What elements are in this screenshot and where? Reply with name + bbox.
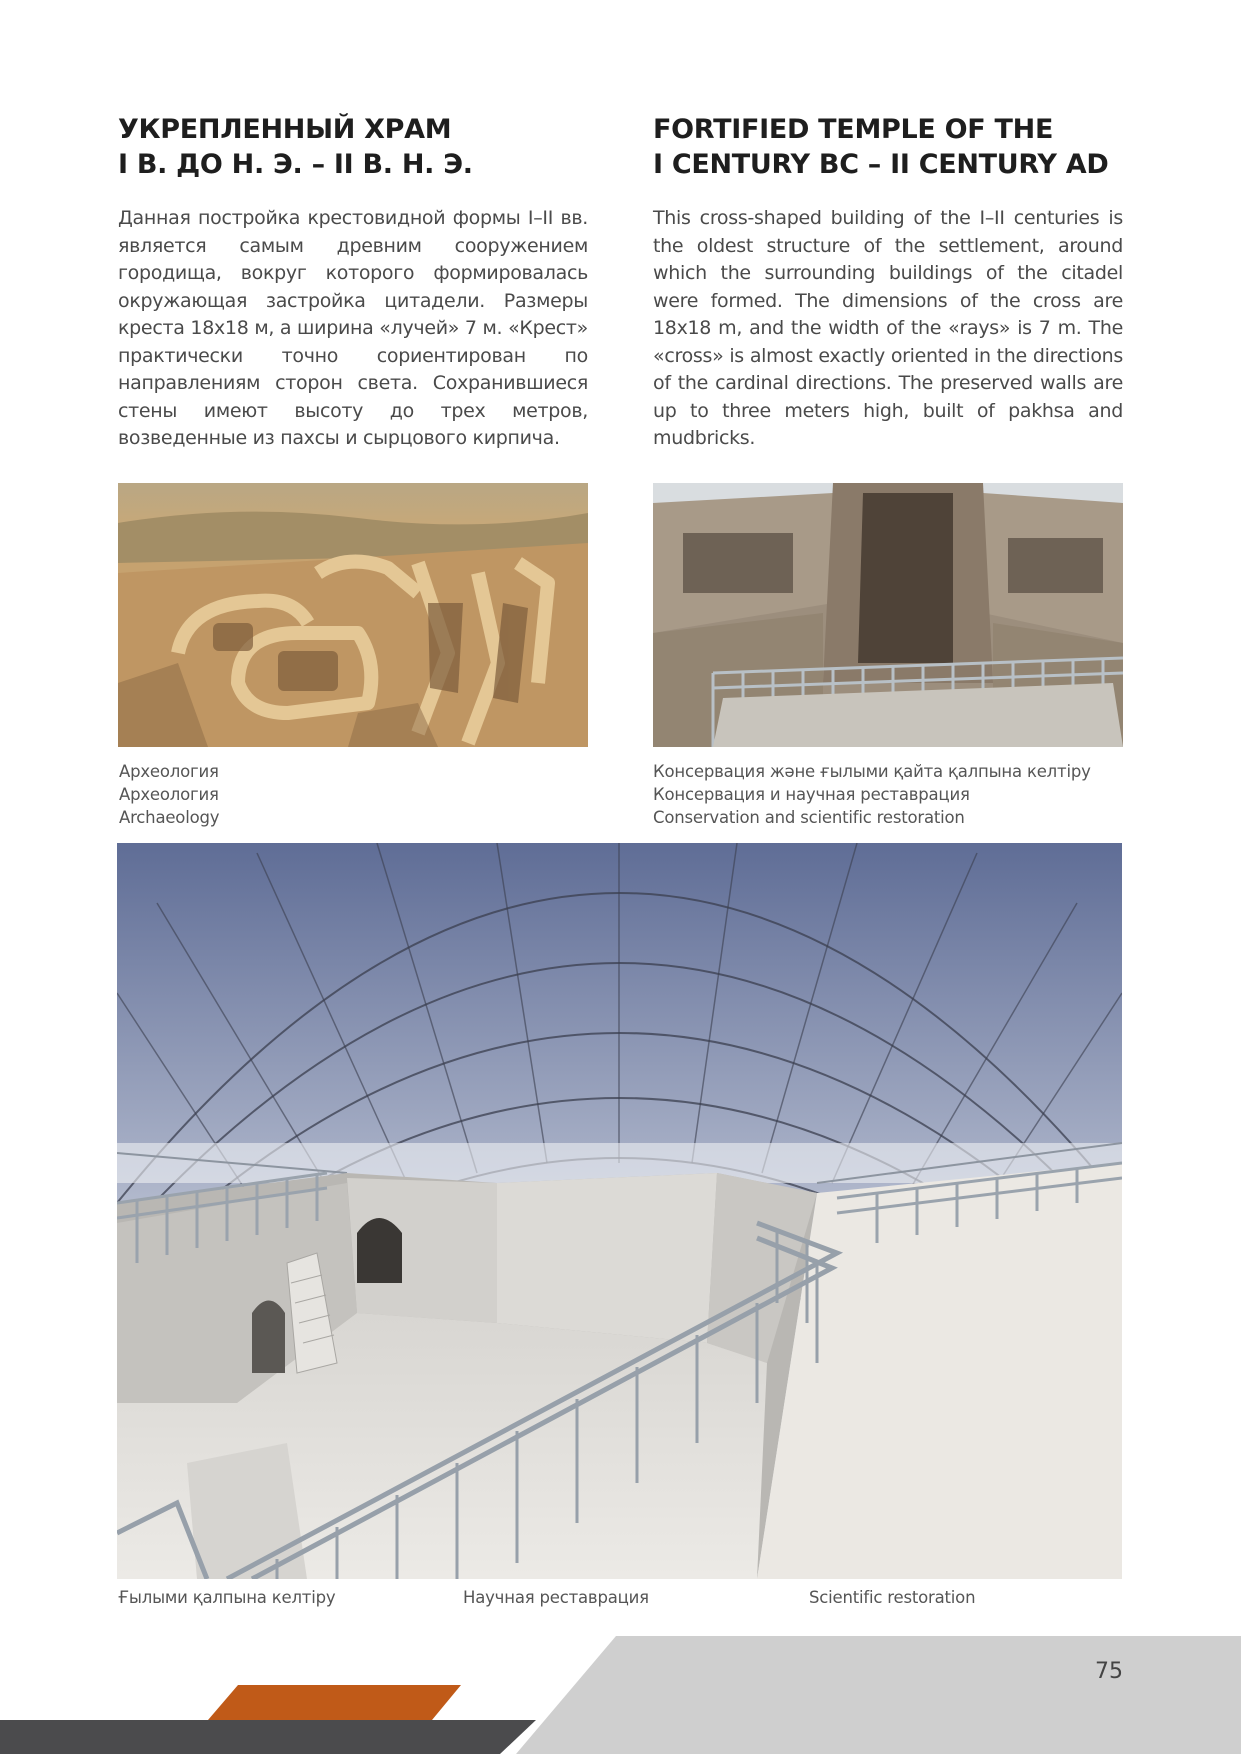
body-text-english: This cross-shaped building of the I–II centuries is the oldest structure of the settlement, around which the surrounding buildings of the citadel were formed. The dimensions of the cross are 18x18 m, and the width of the «rays» is 7 m. The «cross» is almost exactly oriented in the directions of the cardinal directions. The preserved walls are up to three meters high, built of pakhsa and mudbricks. — [653, 207, 1123, 449]
page-number: 75 — [1095, 1659, 1123, 1684]
caption-archaeology — [119, 760, 219, 829]
caption-conservation-ru: Консервация и научная реставрация — [653, 785, 970, 804]
caption-archaeology-ru: Археология — [119, 785, 219, 804]
heading-russian-line2: I В. ДО Н. Э. – II В. Н. Э. — [118, 149, 473, 180]
body-text-russian: Данная постройка крестовидной формы I–II вв. является самым древним сооружением городища, вокруг которого формировалась окружающая застройка цитадели. Размеры креста 18х18 м, а ширина «лучей» 7 м. «Крест» практически точно сориентирован по направлениям сторон света. Сохранившиеся стены имеют высоту до трех метров, возведенные из пахсы и сырцового кирпича. — [118, 207, 588, 449]
caption-conservation-kz: Консервация және ғылыми қайта қалпына келтіру — [653, 762, 1091, 781]
photo-conservation-trench — [653, 483, 1123, 747]
heading-english-line2: I CENTURY BC – II CENTURY AD — [653, 149, 1109, 180]
photo-dome-restoration — [117, 843, 1122, 1579]
heading-russian — [118, 112, 588, 182]
photo-archaeology-ruins — [118, 483, 588, 747]
footer-decoration — [0, 1636, 1241, 1754]
caption-archaeology-en: Archaeology — [119, 808, 220, 827]
heading-english-line1: FORTIFIED TEMPLE OF THE — [653, 114, 1054, 145]
footer-accent-bar — [208, 1685, 461, 1720]
caption-scientific-restoration-kz: Ғылыми қалпына келтіру — [118, 1588, 336, 1607]
footer-dark-band — [0, 1720, 536, 1754]
footer-light-band — [516, 1636, 1241, 1754]
caption-scientific-restoration-en: Scientific restoration — [809, 1588, 976, 1607]
caption-conservation-en: Conservation and scientific restoration — [653, 808, 965, 827]
heading-english — [653, 112, 1123, 182]
caption-conservation — [653, 760, 1091, 829]
caption-archaeology-kz: Археология — [119, 762, 219, 781]
caption-scientific-restoration-ru: Научная реставрация — [463, 1588, 649, 1607]
heading-russian-line1: УКРЕПЛЕННЫЙ ХРАМ — [118, 114, 452, 145]
